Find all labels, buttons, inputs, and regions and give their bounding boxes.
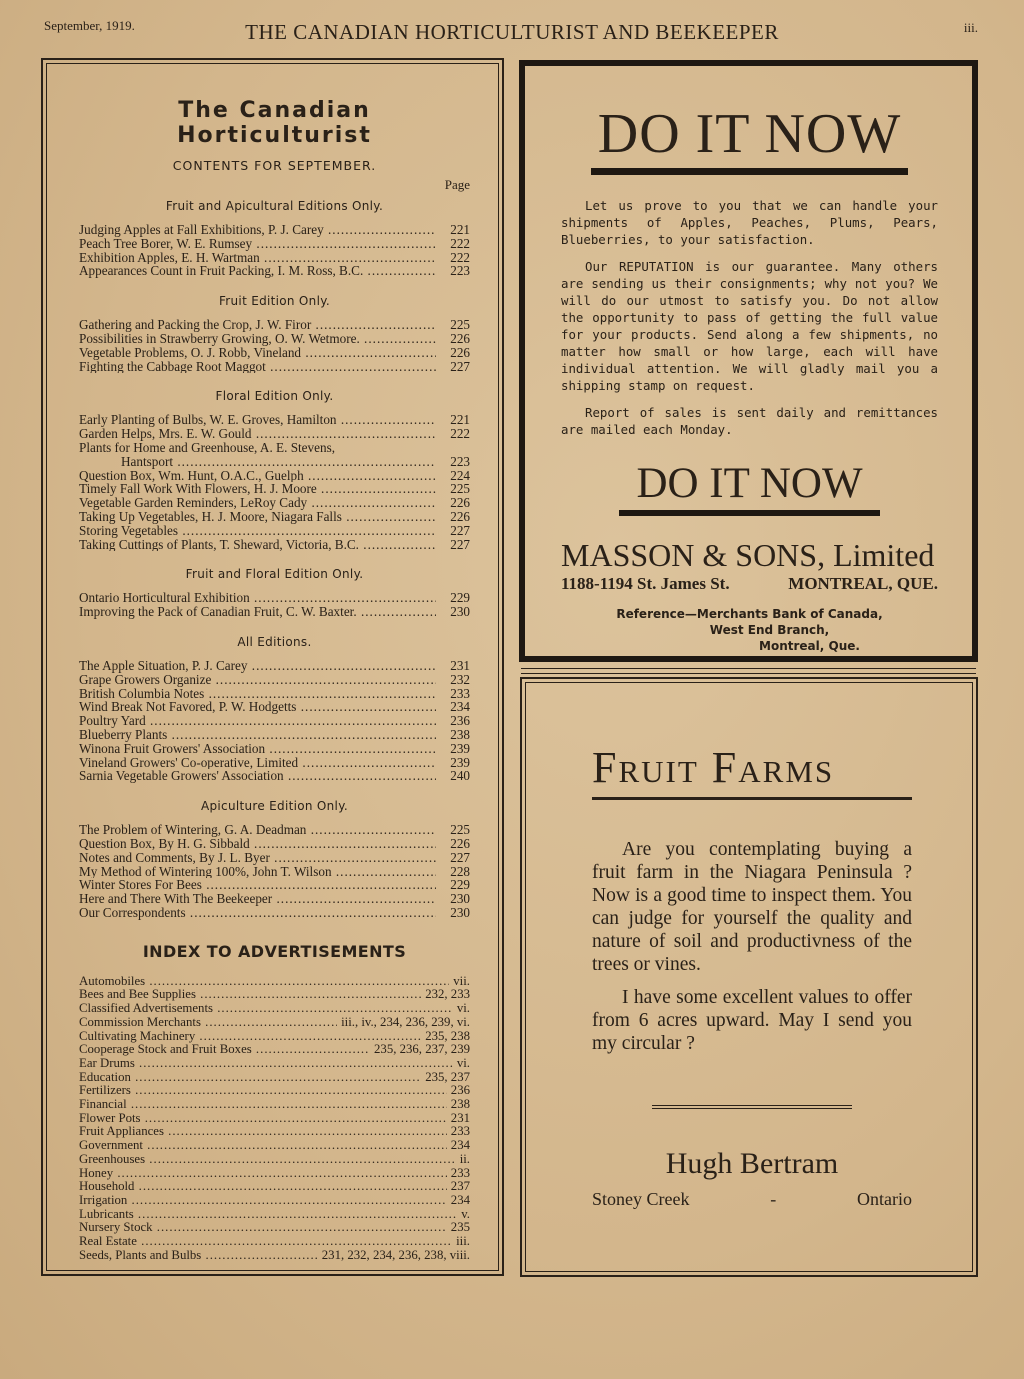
entry-page: 221 [450,412,470,428]
headline-repeat: DO IT NOW [636,460,863,507]
entry-title: Poultry Yard ..... [79,714,436,728]
index-category: Flower Pots ..... [79,1112,447,1126]
index-pages: vi. [456,1001,470,1016]
index-entry [79,1249,470,1263]
index-category: Fertilizers ..... [79,1084,447,1098]
column-divider [521,668,976,674]
index-entry [79,975,470,989]
entry-page: 226 [450,330,470,346]
index-category: Bees and Bee Supplies ..... [79,988,421,1002]
index-entry [79,1112,470,1126]
entry-title: Grape Growers Organize ..... [79,673,436,687]
contents-entry [79,510,470,524]
entry-page [436,441,470,455]
entry-page: 230 [450,604,470,620]
index-category: Cultivating Machinery ..... [79,1030,421,1044]
firm-name: MASSON & SONS, Limited [561,537,935,573]
entry-title: Wind Break Not Favored, P. W. Hodgetts ..... [79,700,436,714]
advertiser-address [592,1189,912,1210]
issue-date: September, 1919. [44,18,135,33]
contents-entry [79,482,470,496]
index-category: Classified Advertisements ..... [79,1002,453,1016]
reference-line-3: Montreal, Que. [759,639,860,653]
entry-title: Exhibition Apples, E. H. Wartman ..... [79,251,436,265]
index-pages: 231 [450,1110,470,1125]
section-list [79,413,470,551]
contents-entry [79,251,470,265]
advertiser-town: Stoney Creek [592,1189,690,1209]
index-entry [79,988,470,1002]
index-entry [79,1071,470,1085]
index-pages: 232, 233 [425,987,470,1002]
entry-title: Peach Tree Borer, W. E. Rumsey ..... [79,237,436,251]
entry-title: Question Box, By H. G. Sibbald ..... [79,837,436,851]
contents-sections [79,199,470,920]
entry-title: Our Correspondents ..... [79,906,436,920]
farms-paragraph-1: Are you contemplating buying a fruit farm in the Niagara Peninsula ? Now is a good time to inspect them. You can judge for yourself the quality and nature of soil and productivness of the trees or vines. [592,839,912,975]
contents-entry [79,851,470,865]
entry-page: 227 [450,522,470,538]
entry-page: 226 [450,508,470,524]
index-category: Government ..... [79,1139,447,1153]
entry-title: Fighting the Cabbage Root Maggot ..... [79,360,436,374]
index-entry [79,1002,470,1016]
contents-entry [79,346,470,360]
entry-page: 239 [450,740,470,756]
index-entry [79,1208,470,1222]
index-category: Financial ..... [79,1098,447,1112]
entry-page: 222 [450,426,470,442]
entry-page: 226 [450,495,470,511]
contents-entry [79,524,470,538]
entry-title: Appearances Count in Fruit Packing, I. M. Ross, B.C. ..... [79,264,436,278]
contents-entry [79,673,470,687]
fruit-farms-title: Fruit Farms [592,743,835,792]
running-head [0,14,1024,44]
index-category: Education ..... [79,1071,421,1085]
index-entry [79,1167,470,1181]
index-category: Nursery Stock ..... [79,1221,447,1235]
advertisement-index [79,975,470,1263]
index-entry [79,1084,470,1098]
contents-entry [79,906,470,920]
index-category: Cooperage Stock and Fruit Boxes ..... [79,1043,370,1057]
headline-rule [591,168,908,175]
entry-title: The Apple Situation, P. J. Carey ..... [79,659,436,673]
headline-repeat-rule [619,510,880,516]
index-heading: INDEX TO ADVERTISEMENTS [142,941,407,961]
index-pages: ii. [459,1151,470,1166]
section-heading: Fruit Edition Only. [218,294,331,309]
entry-title: Storing Vegetables ..... [79,524,436,538]
farms-paragraph-2: I have some excellent values to offer from 6 acres upward. May I send you my circular ? [592,987,912,1054]
contents-entry [79,332,470,346]
entry-title: Vegetable Garden Reminders, LeRoy Cady ..... [79,496,436,510]
ad-paragraph-3: Report of sales is sent daily and remittances are mailed each Monday. [561,405,938,437]
index-entry [79,1030,470,1044]
section-list [79,223,470,278]
index-category: Lubricants ..... [79,1208,457,1222]
contents-entry [79,769,470,783]
contents-entry [79,865,470,879]
index-category: Automobiles ..... [79,975,449,989]
entry-page: 229 [450,877,470,893]
entry-title: Notes and Comments, By J. L. Byer ..... [79,851,436,865]
contents-entry [79,687,470,701]
index-entry [79,1153,470,1167]
contents-entry [79,237,470,251]
page-number: iii. [963,20,978,35]
index-entry [79,1057,470,1071]
entry-page: 227 [450,358,470,374]
double-rule [652,1105,852,1109]
index-pages: 234 [450,1138,470,1153]
firm-address [561,574,938,594]
contents-entry [79,264,470,278]
contents-entry [79,659,470,673]
section-list [79,823,470,920]
section-list [79,591,470,619]
entry-title: The Problem of Wintering, G. A. Deadman ..... [79,823,436,837]
contents-entry [79,878,470,892]
index-pages: 238 [450,1097,470,1112]
entry-page: 232 [450,671,470,687]
entry-title: Gathering and Packing the Crop, J. W. Firor ..... [79,318,436,332]
entry-title: Garden Helps, Mrs. E. W. Gould ..... [79,427,436,441]
index-entry [79,1139,470,1153]
reference-line-2: West End Branch, [709,623,830,637]
firm-street: 1188-1194 St. James St. [561,574,730,593]
index-pages: 231, 232, 234, 236, 238, viii. [321,1247,470,1262]
entry-title: Plants for Home and Greenhouse, A. E. Stevens, [79,440,336,455]
entry-title: Question Box, Wm. Hunt, O.A.C., Guelph ..... [79,469,436,483]
contents-entry [79,728,470,742]
index-pages: 237 [450,1179,470,1194]
contents-entry [79,837,470,851]
headline: DO IT NOW [597,103,902,165]
journal-title: THE CANADIAN HORTICULTURIST AND BEEKEEPER [245,20,779,44]
entry-title: Early Planting of Bulbs, W. E. Groves, Hamilton ..... [79,413,436,427]
index-pages: v. [461,1206,470,1221]
section-heading: Fruit and Apicultural Editions Only. [165,199,384,213]
index-pages: iii., iv., 234, 236, 239, vi. [341,1014,470,1029]
entry-page: 227 [450,849,470,865]
entry-page: 239 [450,754,470,770]
ad-paragraph-2: Our REPUTATION is our guarantee. Many others are sending us their consignments; why not you? We will do our utmost to satisfy you. Do not allow the opportunity to pass of getting the full value for your products. Send along a few shipments, no matter how small or how large, each will have individual attention. We will gladly mail you a shipping stamp on request. [561,259,938,393]
entry-page: 226 [450,344,470,360]
contents-entry [79,591,470,605]
entry-title: Here and There With The Beekeeper ..... [79,892,436,906]
contents-entry [79,441,470,455]
entry-page: 238 [450,726,470,742]
entry-page: 240 [450,768,470,784]
contents-entry [79,469,470,483]
index-pages: 235, 238 [425,1028,470,1043]
entry-title: Blueberry Plants ..... [79,728,436,742]
entry-title: Ontario Horticultural Exhibition ..... [79,591,436,605]
index-pages: 235 [450,1220,470,1235]
entry-page: 221 [450,222,470,237]
entry-page: 222 [450,235,470,251]
index-pages: 235, 237 [425,1069,470,1084]
entry-page: 229 [450,590,470,606]
index-pages: vii. [453,973,470,988]
index-category: Real Estate ..... [79,1235,452,1249]
index-entry [79,1125,470,1139]
index-category: Honey ..... [79,1167,447,1181]
entry-page: 223 [450,453,470,469]
entry-page: 226 [450,835,470,851]
index-category: Commission Merchants ..... [79,1016,337,1030]
contents-title: The Canadian Horticulturist [177,98,372,148]
entry-title: Possibilities in Strawberry Growing, O. W. Wetmore. ..... [79,332,436,346]
advertiser-name: Hugh Bertram [665,1147,839,1180]
entry-page: 222 [450,249,470,265]
index-category: Household ..... [79,1180,447,1194]
section-heading: Apiculture Edition Only. [201,799,348,814]
entry-title: Improving the Pack of Canadian Fruit, C. W. Baxter. ..... [79,605,436,619]
entry-page: 224 [450,467,470,483]
entry-page: 230 [450,891,470,907]
index-pages: 233 [450,1165,470,1180]
address-dash: - [770,1189,777,1209]
contents-subtitle: CONTENTS FOR SEPTEMBER. [172,158,377,173]
contents-entry [79,318,470,332]
contents-entry [79,742,470,756]
entry-page: 225 [450,822,470,838]
contents-entry [79,223,470,237]
entry-page: 236 [450,713,470,729]
title-rule [592,797,912,800]
page-column-label: Page [444,177,470,192]
advertiser-province: Ontario [857,1189,912,1209]
contents-entry [79,823,470,837]
entry-page: 225 [450,317,470,333]
entry-title: Timely Fall Work With Flowers, H. J. Moore ..... [79,482,436,496]
entry-title: Winter Stores For Bees ..... [79,878,436,892]
entry-title: British Columbia Notes ..... [79,687,436,701]
entry-page: 223 [450,263,470,279]
entry-page: 227 [450,536,470,552]
index-category: Irrigation ..... [79,1194,447,1208]
reference-line-1: Reference—Merchants Bank of Canada, [616,607,883,621]
fruit-farms-advertisement [520,677,978,1277]
contents-entry [79,413,470,427]
index-pages: 236 [450,1083,470,1098]
contents-entry [79,605,470,619]
index-pages: vi. [456,1055,470,1070]
index-category: Ear Drums ..... [79,1057,453,1071]
section-list [79,659,470,783]
entry-title: Taking Up Vegetables, H. J. Moore, Niagara Falls ..... [79,510,436,524]
section-list [79,318,470,373]
ad-paragraph-1: Let us prove to you that we can handle your shipments of Apples, Peaches, Plums, Pears, Blueberries, to your satisfaction. [561,198,938,247]
contents-entry [79,714,470,728]
contents-box [41,58,504,1276]
entry-title: Hantsport ..... [79,455,436,469]
fruit-farms-inner [525,682,973,1272]
contents-entry [79,538,470,552]
index-entry [79,1221,470,1235]
firm-city: MONTREAL, QUE. [788,574,938,593]
index-entry [79,1043,470,1057]
masson-advertisement [519,60,978,662]
index-entry [79,1098,470,1112]
entry-page: 233 [450,685,470,701]
entry-title: Taking Cuttings of Plants, T. Sheward, Victoria, B.C. ..... [79,538,436,552]
index-pages: iii. [456,1234,470,1249]
contents-entry [79,700,470,714]
bank-reference [561,606,938,654]
index-category: Greenhouses ..... [79,1153,456,1167]
contents-entry [79,427,470,441]
contents-entry [79,360,470,374]
contents-entry [79,455,470,469]
index-entry [79,1016,470,1030]
index-entry [79,1180,470,1194]
section-heading: All Editions. [237,634,312,649]
entry-title: Winona Fruit Growers' Association ..... [79,742,436,756]
entry-page: 228 [450,863,470,879]
section-heading: Fruit and Floral Edition Only. [185,567,364,582]
index-pages: 233 [450,1124,470,1139]
entry-page: 230 [450,904,470,920]
entry-page: 225 [450,481,470,497]
index-entry [79,1194,470,1208]
contents-inner [46,63,499,1271]
index-entry [79,1235,470,1249]
entry-page: 231 [450,657,470,673]
index-pages: 234 [450,1192,470,1207]
index-category: Fruit Appliances ..... [79,1125,447,1139]
entry-title: Vegetable Problems, O. J. Robb, Vineland ..... [79,346,436,360]
entry-title: Sarnia Vegetable Growers' Association ..... [79,769,436,783]
contents-entry [79,892,470,906]
entry-page: 234 [450,699,470,715]
entry-title: Vineland Growers' Co-operative, Limited ..... [79,756,436,770]
section-heading: Floral Edition Only. [215,389,334,404]
contents-entry [79,496,470,510]
index-pages: 235, 236, 237, 239 [374,1042,470,1057]
entry-title: My Method of Wintering 100%, John T. Wilson ..... [79,865,436,879]
contents-entry [79,756,470,770]
entry-title: Judging Apples at Fall Exhibitions, P. J. Carey ..... [79,223,436,237]
index-category: Seeds, Plants and Bulbs ..... [79,1249,318,1263]
